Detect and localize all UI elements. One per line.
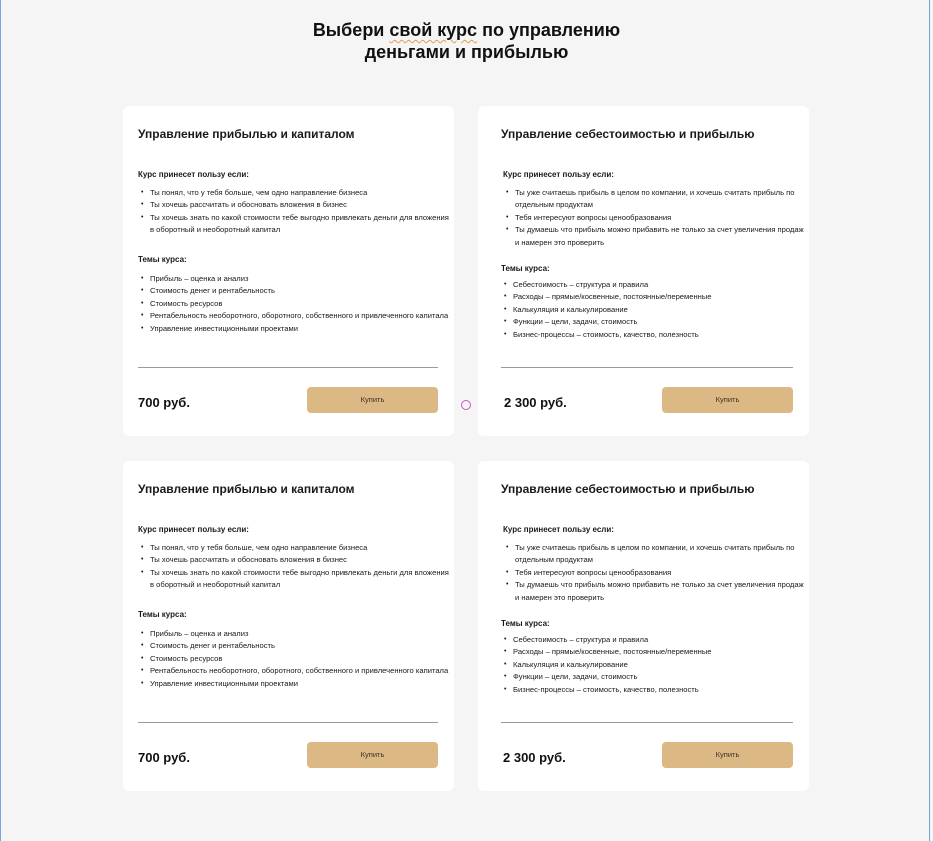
list-item: • Калькуляция и калькулирование xyxy=(513,659,805,671)
list-item: • Расходы – прямые/косвенные, постоянные/переменные xyxy=(513,646,805,658)
card-divider xyxy=(501,722,793,723)
course-price: 700 руб. xyxy=(138,750,190,765)
list-item: • Ты думаешь что прибыль можно прибавить не только за счет увеличения продаж и намерен это проверить xyxy=(515,579,805,604)
list-item: • Стоимость ресурсов xyxy=(150,653,450,665)
list-item: • Бизнес-процессы – стоимость, качество, полезность xyxy=(513,684,805,696)
page-title-line-2: деньгами и прибылью xyxy=(364,42,569,62)
topics-list xyxy=(138,628,450,690)
benefit-heading: Курс принесет пользу если: xyxy=(503,525,614,534)
card-divider xyxy=(138,722,438,723)
list-item: • Управление инвестиционными проектами xyxy=(150,678,450,690)
topics-heading: Темы курса: xyxy=(138,255,187,264)
course-price: 700 руб. xyxy=(138,395,190,410)
page-title-text: Выбери xyxy=(312,20,390,40)
card-divider xyxy=(138,367,438,368)
course-title: Управление прибылью и капиталом xyxy=(138,127,355,141)
list-item: • Расходы – прямые/косвенные, постоянные/переменные xyxy=(513,291,805,303)
list-item: • Ты хочешь знать по какой стоимости тебе выгодно привлекать деньги для вложения в оборотный и необоротный капитал xyxy=(150,567,450,592)
list-item: • Себестоимость – структура и правила xyxy=(513,279,805,291)
list-item: • Ты хочешь знать по какой стоимости тебе выгодно привлекать деньги для вложения в оборотный и необоротный капитал xyxy=(150,212,450,237)
frame-right-edge xyxy=(929,0,930,841)
list-item: • Прибыль – оценка и анализ xyxy=(150,628,450,640)
page-title-highlight: свой курс xyxy=(389,20,478,40)
buy-button[interactable]: Купить xyxy=(307,387,438,413)
list-item: • Тебя интересуют вопросы ценообразования xyxy=(515,212,805,224)
benefit-list xyxy=(138,542,450,592)
list-item: • Ты уже считаешь прибыль в целом по компании, и хочешь считать прибыль по отдельным продуктам xyxy=(515,187,805,212)
list-item: • Себестоимость – структура и правила xyxy=(513,634,805,646)
list-item: • Управление инвестиционными проектами xyxy=(150,323,450,335)
buy-button[interactable]: Купить xyxy=(662,387,793,413)
course-price: 2 300 руб. xyxy=(504,395,567,410)
benefit-list xyxy=(503,187,805,249)
list-item: • Бизнес-процессы – стоимость, качество, полезность xyxy=(513,329,805,341)
course-card-cost xyxy=(478,461,809,791)
list-item: • Стоимость денег и рентабельность xyxy=(150,285,450,297)
list-item: • Ты хочешь рассчитать и обосновать вложения в бизнес xyxy=(150,199,450,211)
benefit-list xyxy=(503,542,805,604)
topics-list xyxy=(501,634,805,696)
list-item: • Рентабельность необоротного, оборотного, собственного и привлеченного капитала xyxy=(150,665,450,677)
page-title xyxy=(0,19,933,63)
topics-heading: Темы курса: xyxy=(138,610,187,619)
list-item: • Калькуляция и калькулирование xyxy=(513,304,805,316)
topics-list xyxy=(138,273,450,335)
course-card-capital xyxy=(123,106,454,436)
page-title-line-1 xyxy=(0,19,933,41)
topics-heading: Темы курса: xyxy=(501,264,550,273)
list-item: • Ты понял, что у тебя больше, чем одно направление бизнеса xyxy=(150,542,450,554)
course-title: Управление себестоимостью и прибылью xyxy=(501,482,755,496)
list-item: • Рентабельность необоротного, оборотного, собственного и привлеченного капитала xyxy=(150,310,450,322)
cursor-indicator xyxy=(461,400,471,410)
benefit-heading: Курс принесет пользу если: xyxy=(138,525,249,534)
course-card-capital xyxy=(123,461,454,791)
list-item: • Тебя интересуют вопросы ценообразования xyxy=(515,567,805,579)
topics-list xyxy=(501,279,805,341)
course-price: 2 300 руб. xyxy=(503,750,566,765)
list-item: • Ты хочешь рассчитать и обосновать вложения в бизнес xyxy=(150,554,450,566)
page-title-text: по управлению xyxy=(477,20,621,40)
topics-heading: Темы курса: xyxy=(501,619,550,628)
list-item: • Стоимость денег и рентабельность xyxy=(150,640,450,652)
list-item: • Функции – цели, задачи, стоимость xyxy=(513,316,805,328)
list-item: • Ты уже считаешь прибыль в целом по компании, и хочешь считать прибыль по отдельным продуктам xyxy=(515,542,805,567)
list-item: • Ты думаешь что прибыль можно прибавить не только за счет увеличения продаж и намерен это проверить xyxy=(515,224,805,249)
benefit-list xyxy=(138,187,450,237)
benefit-heading: Курс принесет пользу если: xyxy=(503,170,614,179)
list-item: • Стоимость ресурсов xyxy=(150,298,450,310)
benefit-heading: Курс принесет пользу если: xyxy=(138,170,249,179)
course-title: Управление себестоимостью и прибылью xyxy=(501,127,755,141)
card-divider xyxy=(501,367,793,368)
list-item: • Функции – цели, задачи, стоимость xyxy=(513,671,805,683)
buy-button[interactable]: Купить xyxy=(662,742,793,768)
frame-left-edge xyxy=(0,0,1,841)
buy-button[interactable]: Купить xyxy=(307,742,438,768)
course-title: Управление прибылью и капиталом xyxy=(138,482,355,496)
course-card-cost xyxy=(478,106,809,436)
list-item: • Прибыль – оценка и анализ xyxy=(150,273,450,285)
list-item: • Ты понял, что у тебя больше, чем одно направление бизнеса xyxy=(150,187,450,199)
